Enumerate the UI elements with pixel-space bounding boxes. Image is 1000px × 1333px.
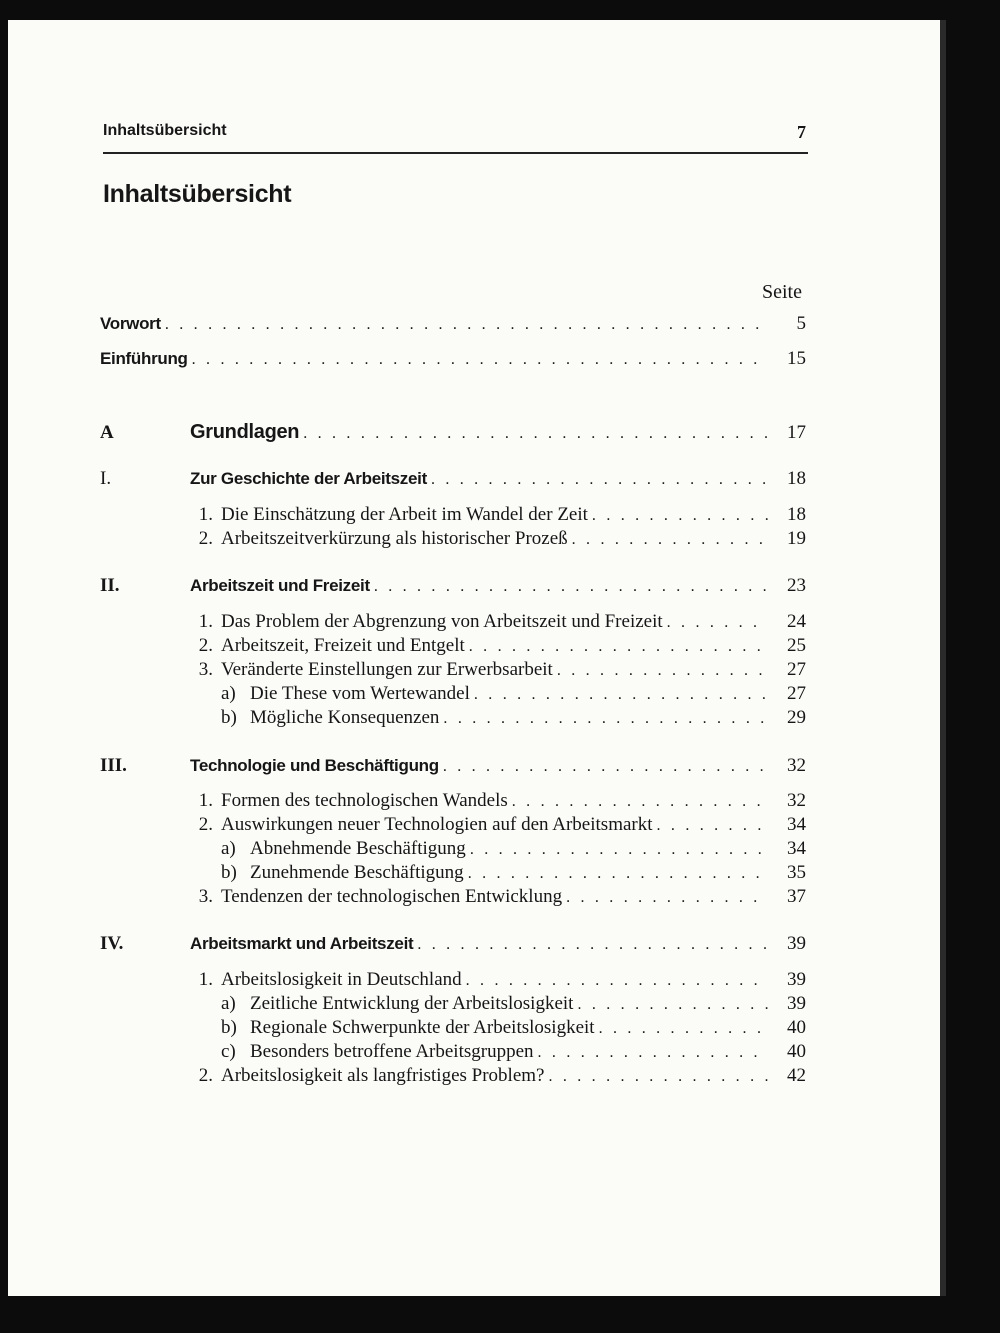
toc-entry-page: 40 [787, 1017, 806, 1038]
toc-entry-page: 40 [787, 1041, 806, 1062]
section-number: 1. [198, 611, 213, 632]
toc-entry-page: 27 [787, 659, 806, 680]
page-column-label: Seite [762, 281, 802, 303]
dot-leader [443, 710, 768, 728]
dot-leader [192, 351, 768, 369]
toc-entry-page: 39 [787, 993, 806, 1014]
dot-leader [592, 507, 768, 525]
dot-leader [538, 1044, 768, 1062]
toc-entry-page: 34 [787, 814, 806, 835]
toc-subsection [100, 707, 806, 735]
section-number: 2. [198, 814, 213, 835]
section-title: Arbeitslosigkeit in Deutschland [221, 969, 462, 990]
subsection-label: b) [221, 707, 237, 728]
part-letter: A [100, 422, 114, 443]
toc-entry-page: 24 [787, 611, 806, 632]
dot-leader [443, 758, 768, 776]
dot-leader [470, 841, 768, 859]
chapter-title: Arbeitszeit und Freizeit [190, 576, 370, 595]
section-number: 1. [198, 969, 213, 990]
subsection-title: Regionale Schwerpunkte der Arbeitslosigkeit [250, 1017, 595, 1038]
section-title: Arbeitszeit, Freizeit und Entgelt [221, 635, 465, 656]
dot-leader [548, 1068, 768, 1086]
subsection-title: Die These vom Wertewandel [250, 683, 470, 704]
dot-leader [468, 865, 768, 883]
toc-entry-page: 29 [787, 707, 806, 728]
toc-entry-page: 18 [787, 504, 806, 525]
section-number: 2. [198, 1065, 213, 1086]
subsection-title: Abnehmende Beschäftigung [250, 838, 466, 859]
toc-entry-page: 32 [787, 790, 806, 811]
subsection-label: c) [221, 1041, 236, 1062]
toc-entry-page: 27 [787, 683, 806, 704]
chapter-number: IV. [100, 933, 124, 954]
dot-leader [474, 686, 768, 704]
subsection-title: Mögliche Konsequenzen [250, 707, 440, 728]
toc-chapter-i [100, 468, 806, 496]
page-title: Inhaltsübersicht [103, 180, 292, 208]
dot-leader [165, 316, 768, 334]
toc-entry-page: 39 [787, 969, 806, 990]
section-number: 3. [198, 886, 213, 907]
part-title: Grundlagen [190, 421, 300, 443]
dot-leader [469, 638, 768, 656]
dot-leader [374, 578, 768, 596]
section-number: 1. [198, 504, 213, 525]
section-number: 1. [198, 790, 213, 811]
section-title: Die Einschätzung der Arbeit im Wandel der Zeit [221, 504, 588, 525]
section-title: Tendenzen der technologischen Entwicklung [221, 886, 563, 907]
dot-leader [557, 662, 768, 680]
dot-leader [667, 614, 768, 632]
subsection-label: a) [221, 838, 236, 859]
toc-chapter-ii [100, 575, 806, 603]
dot-leader [417, 936, 768, 954]
chapter-number: I. [100, 468, 112, 489]
chapter-number: II. [100, 575, 120, 596]
toc-section [100, 528, 806, 556]
chapter-number: III. [100, 755, 127, 776]
toc-entry-page: 39 [787, 933, 806, 954]
running-head-title: Inhaltsübersicht [103, 122, 227, 139]
section-number: 2. [198, 635, 213, 656]
subsection-title: Besonders betroffene Arbeitsgruppen [250, 1041, 534, 1062]
dot-leader [566, 889, 768, 907]
subsection-label: b) [221, 1017, 237, 1038]
scan-frame-edge [940, 20, 946, 1296]
dot-leader [512, 793, 768, 811]
subsection-label: a) [221, 993, 236, 1014]
toc-entry-page: 42 [787, 1065, 806, 1086]
toc-chapter-iii [100, 755, 806, 783]
toc-entry-page: 15 [787, 348, 806, 369]
dot-leader [303, 425, 768, 443]
section-title: Arbeitszeitverkürzung als historischer Prozeß [221, 528, 568, 549]
section-number: 3. [198, 659, 213, 680]
header-rule [103, 152, 808, 154]
section-title: Das Problem der Abgrenzung von Arbeitszeit und Freizeit [221, 611, 663, 632]
toc-chapter-iv [100, 933, 806, 961]
toc-entry-page: 34 [787, 838, 806, 859]
section-title: Arbeitslosigkeit als langfristiges Problem? [221, 1065, 545, 1086]
dot-leader [577, 996, 768, 1014]
chapter-title: Technologie und Beschäftigung [190, 756, 439, 775]
toc-entry-page: 19 [787, 528, 806, 549]
toc-entry-page: 17 [787, 422, 806, 443]
dot-leader [431, 471, 768, 489]
section-title: Auswirkungen neuer Technologien auf den Arbeitsmarkt [221, 814, 653, 835]
toc-entry-title: Einführung [100, 349, 188, 368]
dot-leader [599, 1020, 768, 1038]
toc-entry-vorwort [100, 313, 806, 341]
toc-entry-page: 18 [787, 468, 806, 489]
dot-leader [466, 972, 768, 990]
toc-entry-page: 32 [787, 755, 806, 776]
toc-part-a [100, 421, 806, 449]
running-head-page-number: 7 [797, 122, 806, 142]
toc-entry-page: 37 [787, 886, 806, 907]
toc-entry-einfuehrung [100, 348, 806, 376]
toc-entry-page: 5 [796, 313, 806, 334]
section-title: Veränderte Einstellungen zur Erwerbsarbeit [221, 659, 553, 680]
subsection-title: Zeitliche Entwicklung der Arbeitslosigkeit [250, 993, 574, 1014]
section-number: 2. [198, 528, 213, 549]
chapter-title: Zur Geschichte der Arbeitszeit [190, 469, 427, 488]
toc-entry-page: 35 [787, 862, 806, 883]
running-head [103, 122, 808, 146]
toc-section [100, 886, 806, 914]
subsection-title: Zunehmende Beschäftigung [250, 862, 464, 883]
toc-entry-page: 25 [787, 635, 806, 656]
toc-entry-page: 23 [787, 575, 806, 596]
dot-leader [572, 531, 768, 549]
subsection-label: b) [221, 862, 237, 883]
toc-section [100, 1065, 806, 1093]
subsection-label: a) [221, 683, 236, 704]
section-title: Formen des technologischen Wandels [221, 790, 508, 811]
chapter-title: Arbeitsmarkt und Arbeitszeit [190, 934, 414, 953]
dot-leader [657, 817, 768, 835]
toc-entry-title: Vorwort [100, 314, 161, 333]
